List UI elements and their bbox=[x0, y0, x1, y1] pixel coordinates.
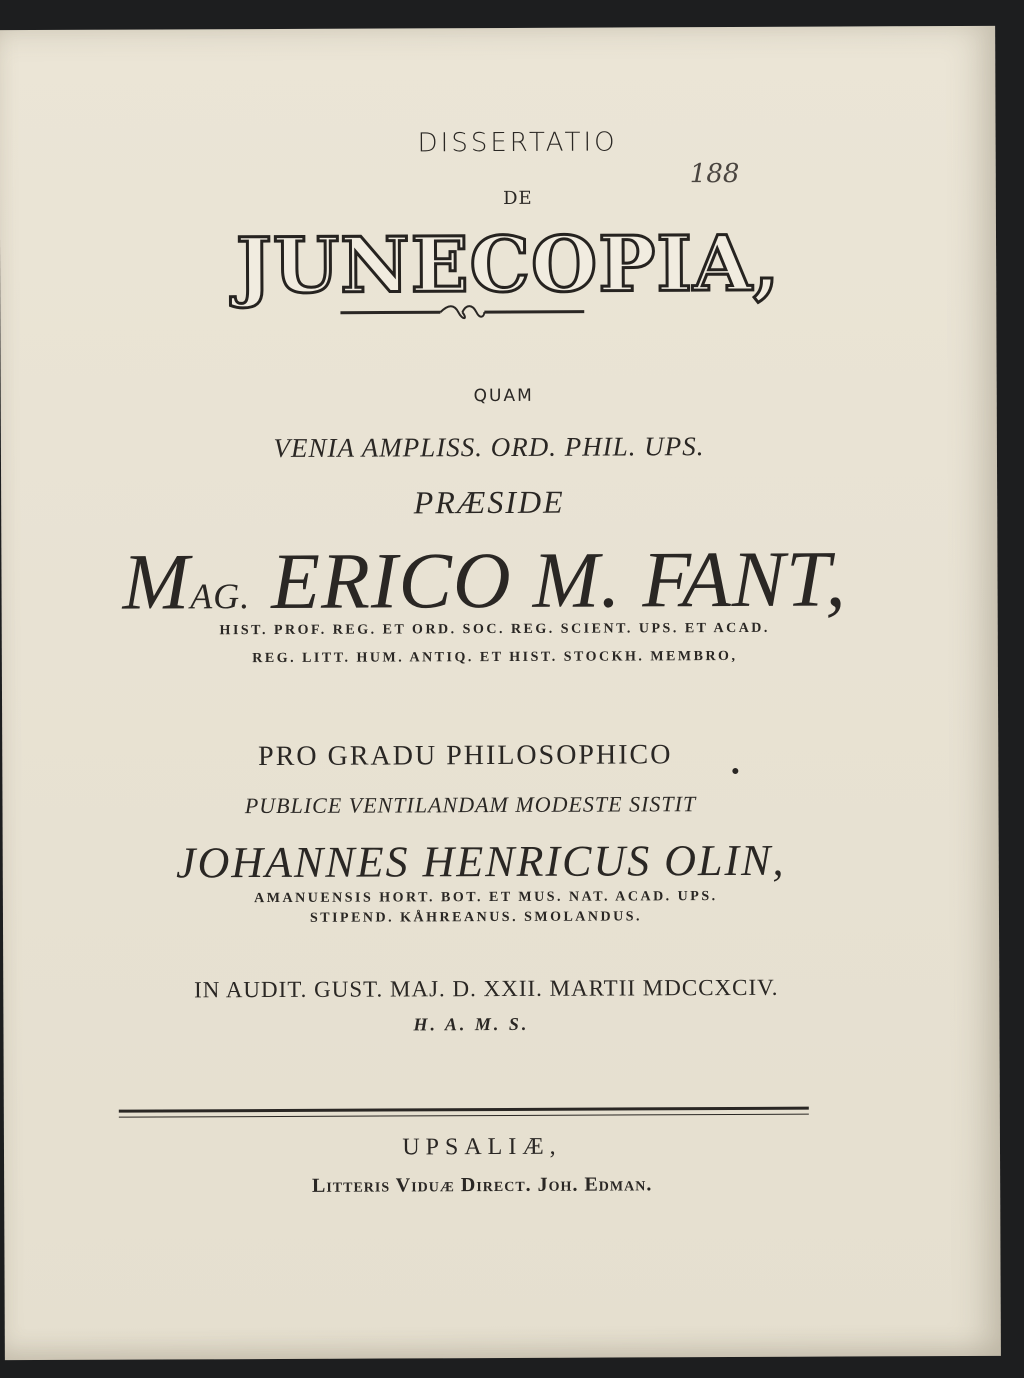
pro-gradu-line: PRO GRADU PHILOSOPHICO bbox=[258, 739, 673, 773]
horizontal-rule bbox=[119, 1107, 809, 1118]
president-name-text: ERICO M. FANT, bbox=[249, 535, 847, 627]
ink-dot-icon bbox=[732, 768, 738, 774]
ornament-divider-icon bbox=[340, 302, 584, 323]
handwritten-number: 188 bbox=[689, 158, 740, 190]
title-dissertatio: DISSERTATIO bbox=[417, 127, 618, 159]
president-credentials-2: REG. LITT. HUM. ANTIQ. ET HIST. STOCKH. MEMBRO, bbox=[252, 648, 738, 667]
president-prefix-m: M bbox=[122, 538, 191, 627]
date-line: IN AUDIT. GUST. MAJ. D. XXII. MARTII MDCCXCIV. bbox=[193, 974, 779, 1003]
president-prefix-ag: AG. bbox=[190, 576, 251, 617]
respondent-line-1: AMANUENSIS HORT. BOT. ET MUS. NAT. ACAD. UPS. bbox=[254, 889, 718, 907]
publice-line: PUBLICE VENTILANDAM MODESTE SISTIT bbox=[244, 791, 697, 819]
title-de: DE bbox=[502, 187, 533, 209]
title-junecopia: JUNECOPIA, bbox=[235, 218, 781, 311]
hams-line: H. A. M. S. bbox=[413, 1013, 530, 1035]
venia-line: VENIA AMPLISS. ORD. PHIL. UPS. bbox=[273, 431, 705, 463]
title-page bbox=[0, 26, 1001, 1360]
imprint-city: UPSALIÆ, bbox=[402, 1133, 562, 1161]
quam-text: QUAM bbox=[473, 385, 534, 407]
praeside-line: PRÆSIDE bbox=[413, 483, 565, 521]
imprint-printer: Litteris Viduæ Direct. Joh. Edman. bbox=[311, 1173, 653, 1197]
respondent-name: JOHANNES HENRICUS OLIN, bbox=[175, 835, 786, 888]
respondent-line-2: STIPEND. KÅHREANUS. SMOLANDUS. bbox=[309, 909, 643, 926]
president-name bbox=[0, 534, 998, 629]
president-credentials-1: HIST. PROF. REG. ET ORD. SOC. REG. SCIENT. UPS. ET ACAD. bbox=[219, 620, 770, 639]
